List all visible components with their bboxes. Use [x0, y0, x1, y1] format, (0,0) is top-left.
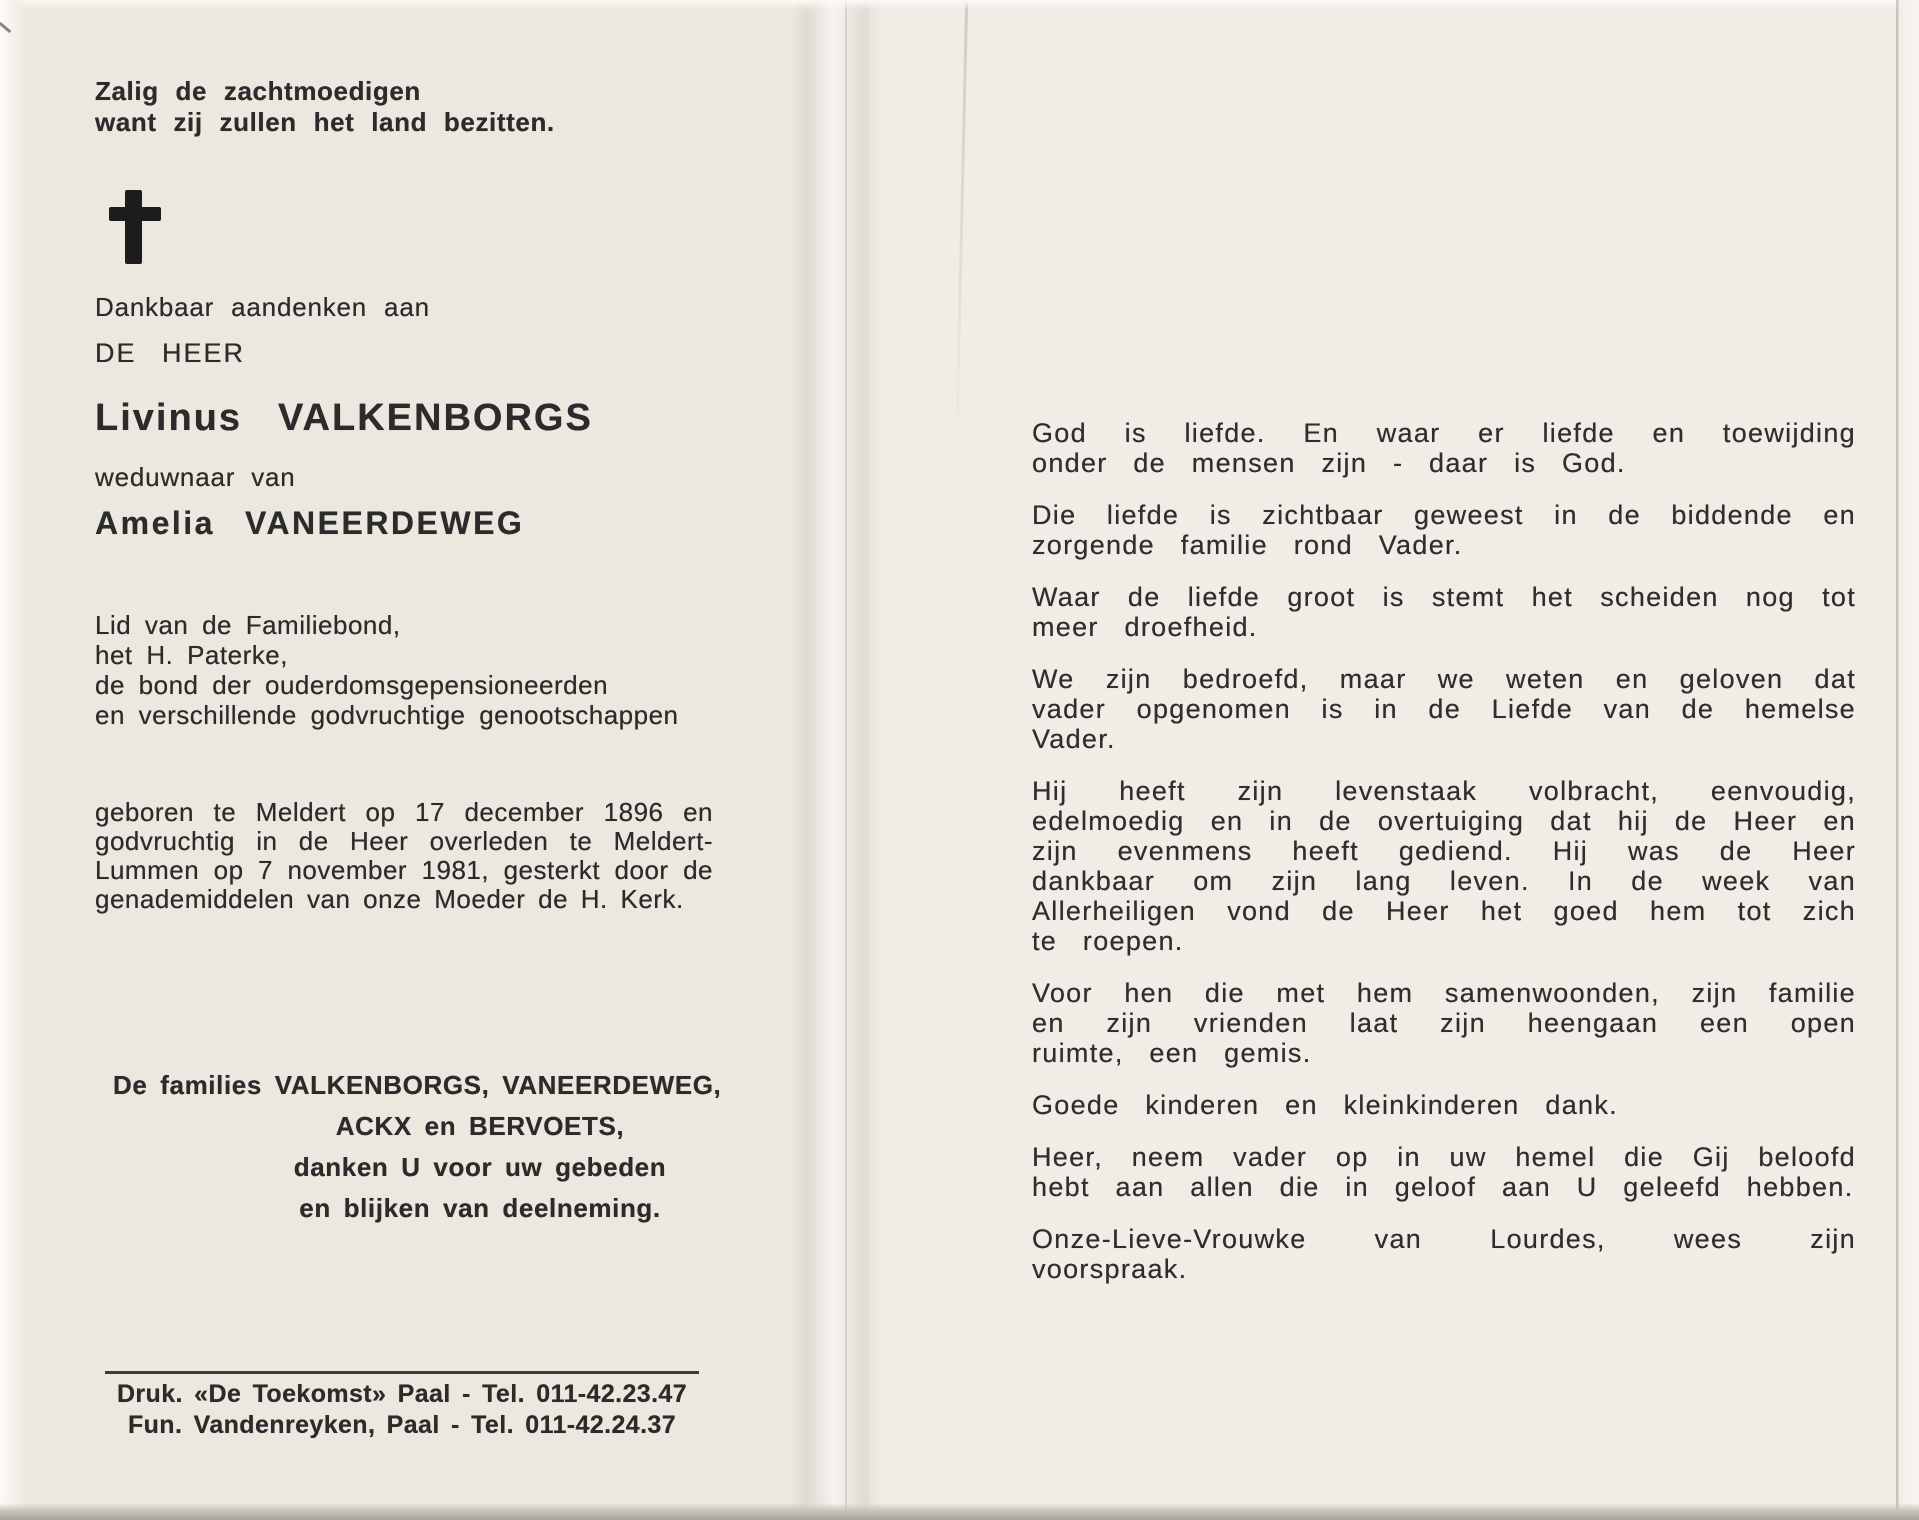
memberships-block: [95, 610, 679, 730]
deceased-first-name: Livinus: [95, 397, 243, 439]
membership-line: en verschillende godvruchtige genootschappen: [95, 700, 679, 730]
honorific-line: DE HEER: [95, 338, 246, 368]
meditation-paragraph-1: God is liefde. En waar er liefde en toewijding onder de mensen zijn - daar is God.: [1032, 418, 1856, 478]
center-fold: [792, 0, 884, 1520]
spouse-first-name: Amelia: [95, 505, 215, 541]
right-page-meditation-text: [1032, 418, 1856, 1306]
scan-edge-top: [0, 0, 1919, 10]
life-dates-paragraph: geboren te Meldert op 17 december 1896 en godvruchtig in de Heer overleden te Meldert-Lummen op 7 november 1981, gesterkt door de genademiddelen van onze Moeder de H. Kerk.: [95, 797, 713, 914]
meditation-paragraph-2: Die liefde is zichtbaar geweest in de biddende en zorgende familie rond Vader.: [1032, 500, 1856, 560]
meditation-paragraph-5: Hij heeft zijn levenstaak volbracht, eenvoudig, edelmoedig en in de overtuiging dat hij de Heer en zijn evenmens heeft gediend. Hij was de Heer dankbaar om zijn lang leven. In de week van Allerheiligen vond de Heer het goed hem tot zich te roepen.: [1032, 776, 1856, 956]
meditation-paragraph-9: Onze-Lieve-Vrouwke van Lourdes, wees zijn voorspraak.: [1032, 1224, 1856, 1284]
beatitude-quote: [95, 76, 555, 138]
cross-vertical-bar: [125, 190, 142, 264]
relation-line: weduwnaar van: [95, 462, 296, 492]
membership-line: het H. Paterke,: [95, 640, 288, 670]
scan-edge-right: [1896, 0, 1919, 1520]
memorial-cross-icon: [109, 190, 161, 264]
membership-line: de bond der ouderdomsgepensioneerden: [95, 670, 609, 700]
center-fold-line: [845, 0, 847, 1520]
meditation-paragraph-6: Voor hen die met hem samenwoonden, zijn familie en zijn vrienden laat zijn heengaan een open ruimte, een gemis.: [1032, 978, 1856, 1068]
printer-line-1: Druk. «De Toekomst» Paal - Tel. 011-42.23.47: [116, 1380, 688, 1408]
beatitude-line-1: Zalig de zachtmoedigen: [95, 76, 421, 106]
meditation-paragraph-4: We zijn bedroefd, maar we weten en geloven dat vader opgenomen is in de Liefde van de hemelse Vader.: [1032, 664, 1856, 754]
beatitude-line-2: want zij zullen het land bezitten.: [95, 107, 555, 137]
scan-edge-bottom: [0, 1503, 1919, 1520]
acknowledgement-line: en blijken van deelneming.: [299, 1193, 661, 1223]
printer-line-2: Fun. Vandenreyken, Paal - Tel. 011-42.24.37: [127, 1411, 677, 1439]
deceased-last-name: VALKENBORGS: [278, 397, 593, 439]
printer-imprint: [95, 1379, 709, 1441]
spouse-name: [95, 504, 524, 542]
spouse-last-name: VANEERDEWEG: [244, 505, 525, 541]
membership-line: Lid van de Familiebond,: [95, 610, 401, 640]
meditation-paragraph-3: Waar de liefde groot is stemt het scheiden nog tot meer droefheid.: [1032, 582, 1856, 642]
scan-edge-left: [0, 0, 28, 1520]
deceased-name: [95, 396, 593, 440]
meditation-paragraph-8: Heer, neem vader op in uw hemel die Gij beloofd hebt aan allen die in geloof aan U geleefd hebben.: [1032, 1142, 1856, 1202]
footer-divider-rule: [105, 1371, 699, 1374]
acknowledgement-line: danken U voor uw gebeden: [293, 1152, 667, 1182]
cross-horizontal-bar: [109, 207, 161, 221]
dedication-line: Dankbaar aandenken aan: [95, 292, 430, 322]
meditation-paragraph-7: Goede kinderen en kleinkinderen dank.: [1032, 1090, 1618, 1120]
acknowledgement-block: [95, 1065, 722, 1229]
acknowledgement-line: De families VALKENBORGS, VANEERDEWEG,: [113, 1070, 722, 1100]
acknowledgement-line: ACKX en BERVOETS,: [335, 1111, 625, 1141]
